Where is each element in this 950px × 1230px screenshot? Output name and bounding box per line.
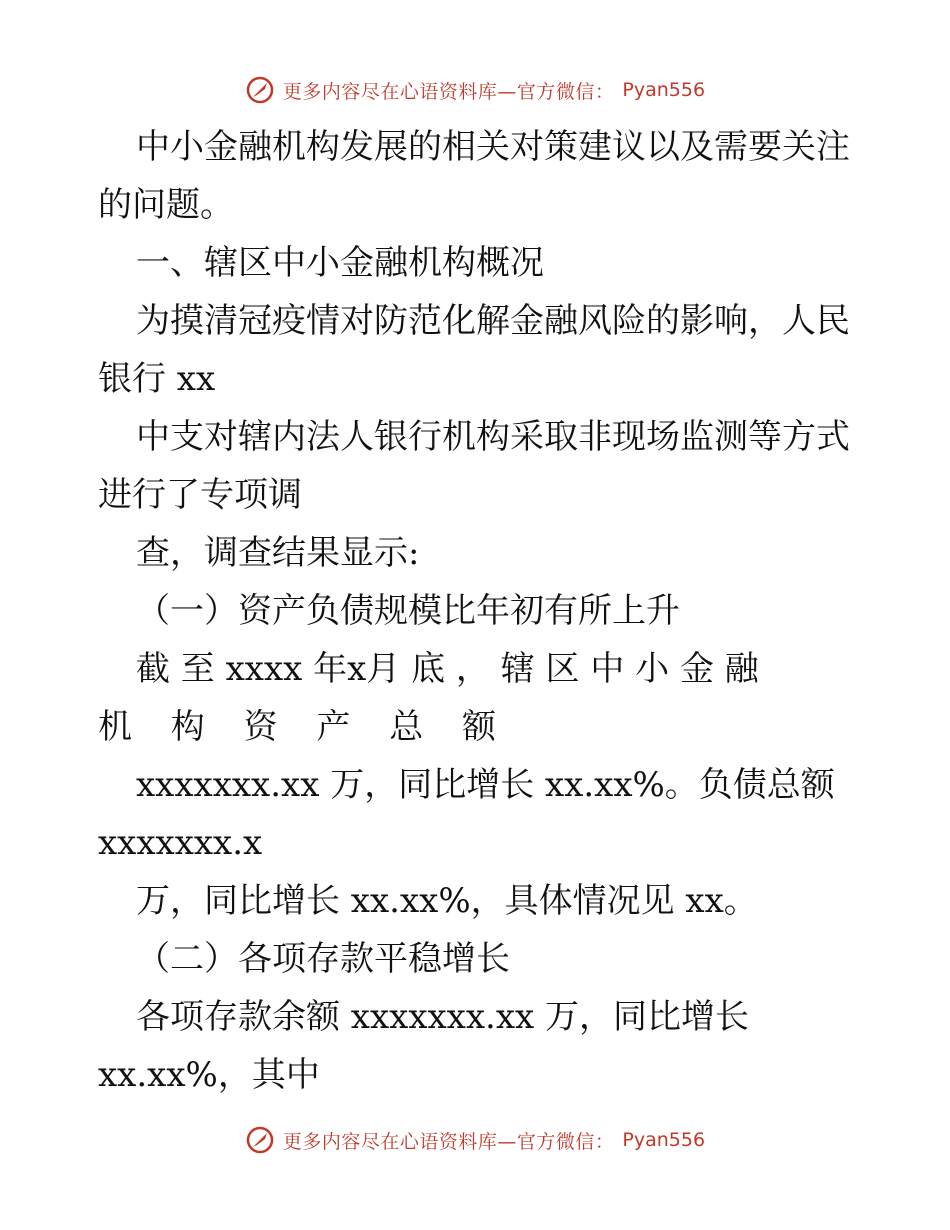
text-line: xxxxxxx.xx 万，同比增长 xx.xx%。负债总额: [136, 765, 835, 805]
text-line: 查，调查结果显示:: [136, 533, 420, 573]
watermark-wechat-id: Pyan556: [622, 1129, 706, 1151]
text-line: 中支对辖内法人银行机构采取非现场监测等方式: [136, 417, 850, 457]
text-line: 为摸清冠疫情对防范化解金融风险的影响，人民: [136, 301, 850, 341]
text-line: 截 至 xxxx 年x月 底 ， 辖 区 中 小 金 融: [136, 649, 759, 689]
text-line: 的问题。: [98, 185, 234, 225]
quill-logo-icon: [245, 75, 275, 105]
watermark-text: 更多内容尽在心语资料库—官方微信：: [282, 1130, 615, 1153]
watermark-text: 更多内容尽在心语资料库—官方微信：: [282, 80, 615, 103]
quill-logo-icon: [245, 1125, 275, 1155]
subsection-heading: （二）各项存款平稳增长: [136, 939, 510, 979]
document-body: [98, 118, 858, 1104]
section-heading: 一、辖区中小金融机构概况: [136, 243, 544, 283]
text-line: 万，同比增长 xx.xx%，具体情况见 xx。: [136, 881, 758, 921]
text-line: xx.xx%，其中: [98, 1055, 320, 1095]
footer-watermark: [0, 1120, 950, 1160]
watermark-wechat-id: Pyan556: [622, 79, 706, 101]
header-watermark: [0, 70, 950, 110]
text-line: 中小金融机构发展的相关对策建议以及需要关注: [136, 127, 850, 167]
text-line: 机 构 资 产 总 额: [98, 707, 511, 747]
text-line: xxxxxxx.x: [98, 823, 263, 863]
text-line: 进行了专项调: [98, 475, 302, 515]
text-line: 银行 xx: [98, 359, 216, 399]
text-line: 各项存款余额 xxxxxxx.xx 万，同比增长: [136, 997, 749, 1037]
subsection-heading: （一）资产负债规模比年初有所上升: [136, 591, 680, 631]
